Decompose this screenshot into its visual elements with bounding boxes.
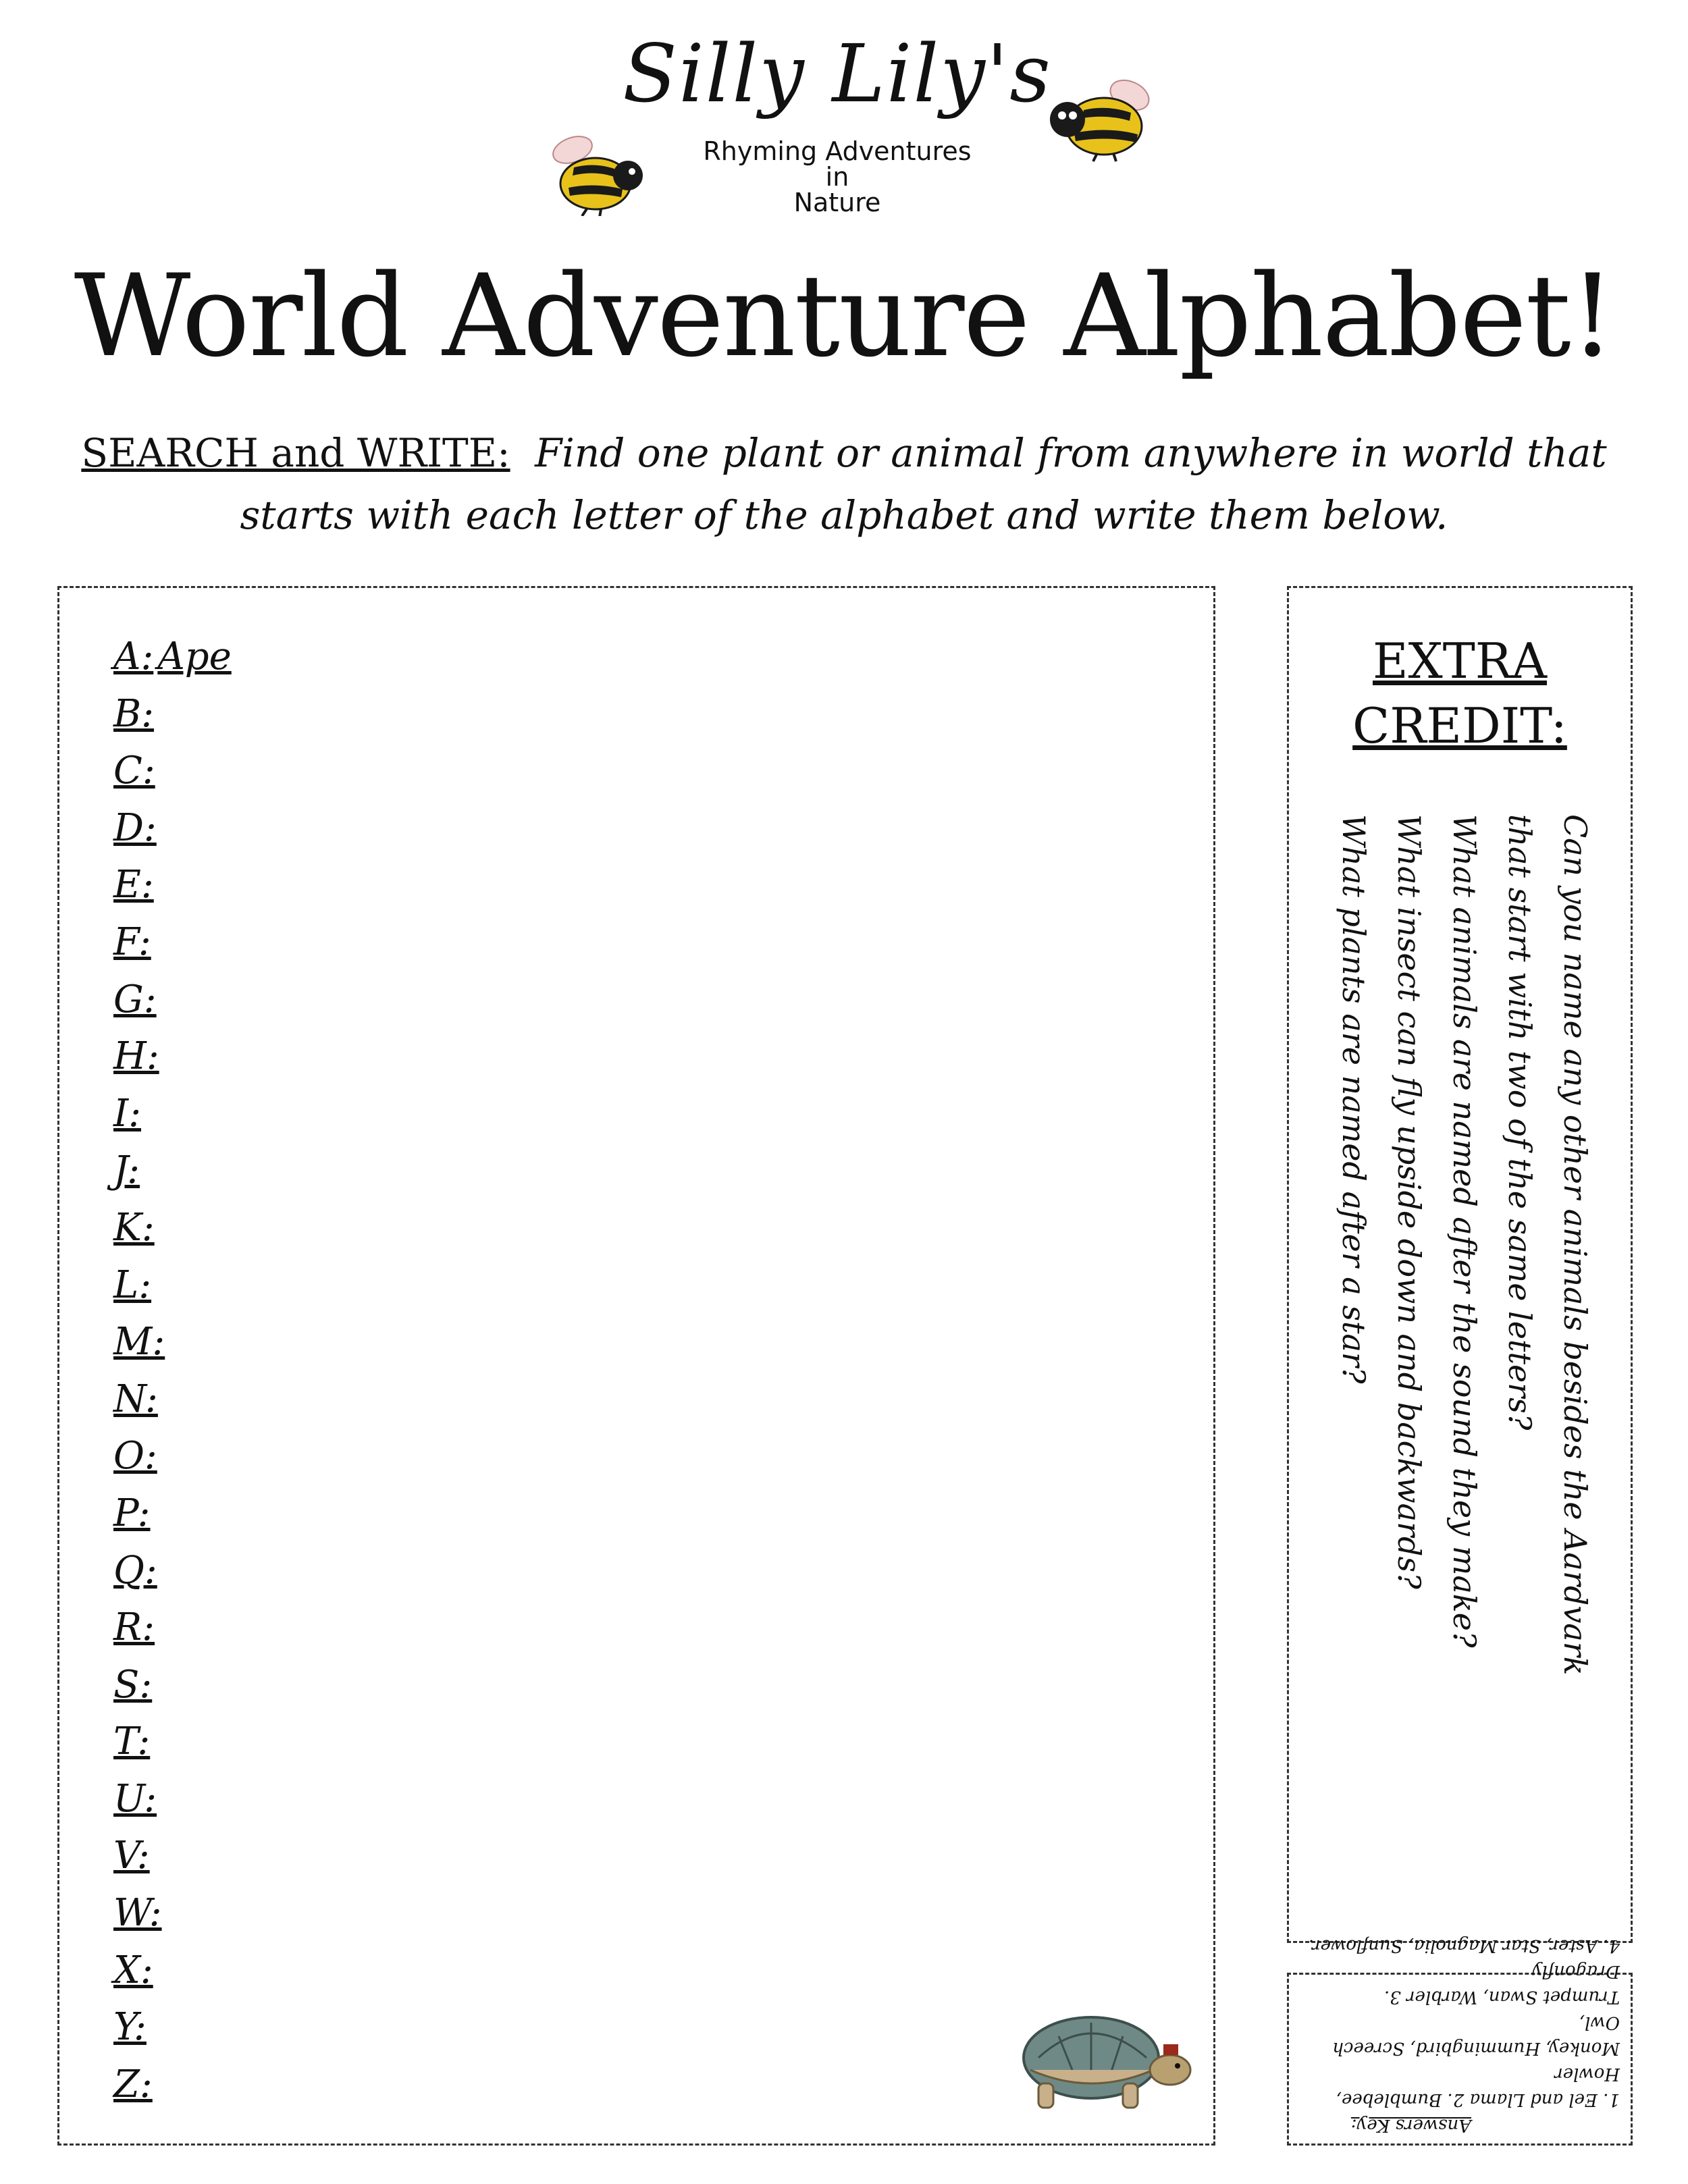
answers-key-title: Answers Key: <box>1350 2115 1471 2135</box>
alphabet-letter: U: <box>113 1776 157 1821</box>
extra-credit-question: that start with two of the same letters? <box>1502 814 1538 1431</box>
alphabet-row[interactable] <box>113 1657 232 1714</box>
alphabet-letter: E: <box>113 863 154 907</box>
alphabet-letter: D: <box>113 805 157 850</box>
alphabet-row[interactable] <box>113 971 232 1029</box>
brand-subtitle-line: in <box>825 162 849 192</box>
alphabet-row[interactable] <box>113 1257 232 1314</box>
alphabet-letter: L: <box>113 1262 152 1307</box>
alphabet-list <box>113 629 232 2113</box>
alphabet-letter: O: <box>113 1434 157 1479</box>
alphabet-letter: Z: <box>113 2062 153 2106</box>
alphabet-letter: M: <box>113 1320 165 1364</box>
alphabet-letter: P: <box>113 1491 151 1535</box>
alphabet-letter: Y: <box>113 2005 147 2050</box>
alphabet-row[interactable] <box>113 914 232 971</box>
instructions-text: Find one plant or animal from anywhere in world that starts with each letter of the alphabet and write them below. <box>240 430 1607 538</box>
answers-key-line: 1. Eel and Llama 2. Bumblebee, Howler <box>1336 2064 1620 2110</box>
alphabet-row[interactable] <box>113 800 232 857</box>
brand-name: Silly Lily's <box>623 27 1052 120</box>
alphabet-row[interactable] <box>113 1485 232 1543</box>
turtle-icon <box>1011 1996 1194 2114</box>
alphabet-row[interactable] <box>113 686 232 743</box>
alphabet-letter: S: <box>113 1662 153 1707</box>
alphabet-row[interactable] <box>113 1828 232 1885</box>
alphabet-letter: N: <box>113 1377 158 1421</box>
alphabet-letter: F: <box>113 920 151 964</box>
alphabet-row[interactable] <box>113 1200 232 1257</box>
alphabet-letter: J: <box>113 1148 140 1193</box>
alphabet-letter: T: <box>113 1720 151 1764</box>
bee-icon <box>1043 78 1155 162</box>
extra-credit-questions <box>1326 814 1603 1676</box>
alphabet-panel <box>57 586 1215 2146</box>
alphabet-row[interactable] <box>113 2056 232 2114</box>
bee-icon <box>547 135 648 216</box>
alphabet-letter: Q: <box>113 1548 157 1593</box>
extra-credit-question: What plants are named after a star? <box>1336 814 1372 1384</box>
alphabet-row[interactable] <box>113 1142 232 1200</box>
extra-credit-title-line: CREDIT: <box>1352 697 1567 754</box>
alphabet-row[interactable] <box>113 743 232 800</box>
alphabet-row[interactable] <box>113 1599 232 1657</box>
brand-subtitle-line: Rhyming Adventures <box>703 136 972 166</box>
alphabet-letter: R: <box>113 1605 155 1650</box>
alphabet-row[interactable] <box>113 1086 232 1143</box>
alphabet-letter: C: <box>113 749 155 793</box>
alphabet-letter: B: <box>113 691 155 736</box>
alphabet-row[interactable] <box>113 1428 232 1485</box>
alphabet-letter: K: <box>113 1205 155 1250</box>
answers-key-panel <box>1287 1936 1633 2146</box>
answers-key-line: 4. Aster, Star Magnolia, Sunflower. <box>1308 1936 1620 1956</box>
alphabet-row[interactable] <box>113 1371 232 1429</box>
extra-credit-question: Can you name any other animals besides the Aardvark <box>1557 814 1593 1676</box>
brand-subtitle-line: Nature <box>793 188 881 217</box>
alphabet-row[interactable] <box>113 1885 232 1942</box>
alphabet-row[interactable] <box>113 1999 232 2056</box>
alphabet-row[interactable] <box>113 1543 232 1600</box>
answers-key-line: Monkey, Hummingbird, Screech Owl, <box>1332 2013 1620 2058</box>
alphabet-letter: G: <box>113 977 157 1021</box>
alphabet-answer[interactable]: Ape <box>157 635 232 678</box>
alphabet-row[interactable] <box>113 629 232 686</box>
alphabet-letter: W: <box>113 1891 162 1936</box>
instructions <box>57 422 1631 546</box>
alphabet-row[interactable] <box>113 1942 232 2000</box>
alphabet-letter: H: <box>113 1034 159 1079</box>
alphabet-letter: V: <box>113 1834 150 1878</box>
alphabet-letter: X: <box>113 1948 153 1992</box>
extra-credit-title-line: EXTRA <box>1372 633 1548 689</box>
extra-credit-question: What animals are named after the sound they make? <box>1446 814 1483 1648</box>
instructions-lead: SEARCH and WRITE: <box>81 430 510 476</box>
page-title: World Adventure Alphabet! <box>74 250 1614 382</box>
extra-credit-title <box>1289 629 1631 758</box>
alphabet-row[interactable] <box>113 1771 232 1828</box>
alphabet-row[interactable] <box>113 1713 232 1771</box>
alphabet-letter: I: <box>113 1091 141 1136</box>
extra-credit-panel <box>1287 586 1633 1943</box>
extra-credit-question: What insect can fly upside down and backwards? <box>1391 814 1427 1589</box>
alphabet-row[interactable] <box>113 1314 232 1371</box>
answers-key <box>1302 1936 1620 2138</box>
answers-key-line: Trumpet Swan, Warbler 3. Dragonfly <box>1384 1961 1620 2007</box>
alphabet-row[interactable] <box>113 1028 232 1086</box>
alphabet-row[interactable] <box>113 857 232 914</box>
alphabet-letter: A: <box>113 635 154 678</box>
